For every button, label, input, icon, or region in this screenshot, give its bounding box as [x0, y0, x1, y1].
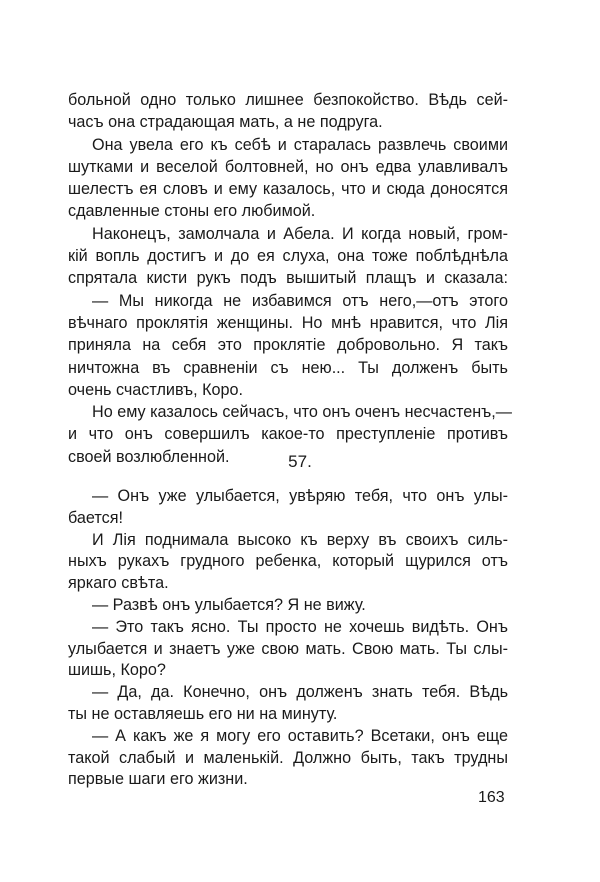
text-section-2 — [68, 486, 508, 791]
text-line: — Мы никогда не избавимся отъ него,—отъ этого — [92, 291, 508, 310]
text-line: и что онъ совершилъ какое-то преступленіе противъ — [68, 425, 508, 444]
text-line: — Развѣ онъ улыбается? Я не вижу. — [92, 595, 366, 614]
text-line: такой слабый и маленькій. Должно быть, такъ трудны — [68, 748, 508, 767]
text-line: приняла на себя это проклятіе добровольно. Я такъ — [68, 336, 508, 355]
text-line: — А какъ же я могу его оставить? Всетаки, онъ еще — [92, 726, 508, 745]
text-line: вѣчнаго проклятія женщины. Но мнѣ нравится, что Лія — [68, 313, 508, 332]
text-line: ныхъ рукахъ грудного ребенка, который щурился отъ — [68, 552, 508, 571]
text-line: ничтожна въ сравненіи съ нею... Ты долженъ быть — [68, 358, 508, 377]
text-line: спрятала кисти рукъ подъ вышитый плащъ и сказала: — [68, 269, 508, 288]
text-line: Она увела его къ себѣ и старалась развлечь своими — [92, 135, 508, 154]
text-line: — Онъ уже улыбается, увѣряю тебя, что онъ улы- — [92, 487, 508, 505]
text-section-1 — [68, 89, 512, 468]
text-line: часъ она страдающая мать, а не подруга. — [68, 113, 383, 132]
text-line: шишь, Коро? — [68, 661, 166, 680]
text-line: Наконецъ, замолчала и Абела. И когда новый, гром- — [92, 224, 508, 243]
text-line: яркаго свѣта. — [68, 574, 169, 593]
text-line: очень счастливъ, Коро. — [68, 380, 244, 399]
text-line: шелестъ ея словъ и ему казалось, что и сюда доносятся — [68, 180, 508, 199]
text-line: шутками и веселой болтовней, но онъ едва улавливалъ — [68, 157, 508, 176]
text-line: больной одно только лишнее безпокойство. Вѣдь сей- — [68, 91, 508, 109]
text-line: — Это такъ ясно. Ты просто не хочешь видѣть. Онъ — [92, 617, 508, 636]
text-line: улыбается и знаетъ уже свою мать. Свою мать. Ты слы- — [68, 639, 508, 658]
text-line: сдавленные стоны его любимой. — [68, 202, 316, 221]
text-line: Но ему казалось сейчасъ, что онъ оченъ несчастенъ,— — [92, 403, 512, 422]
text-line: своей возлюбленной. — [68, 447, 230, 466]
chapter-heading: 57. — [288, 452, 312, 471]
text-line: первые шаги его жизни. — [68, 770, 248, 789]
text-line: — Да, да. Конечно, онъ долженъ знать тебя. Вѣдь — [92, 683, 508, 702]
text-line: ты не оставляешь его ни на минуту. — [68, 704, 338, 723]
text-line: И Лія поднимала высоко къ верху въ своихъ силь- — [92, 530, 508, 549]
page-number: 163 — [478, 789, 505, 806]
text-line: кій вопль достигъ и до ея слуха, она тоже поблѣднѣла — [68, 247, 508, 266]
text-line: бается! — [68, 508, 123, 527]
